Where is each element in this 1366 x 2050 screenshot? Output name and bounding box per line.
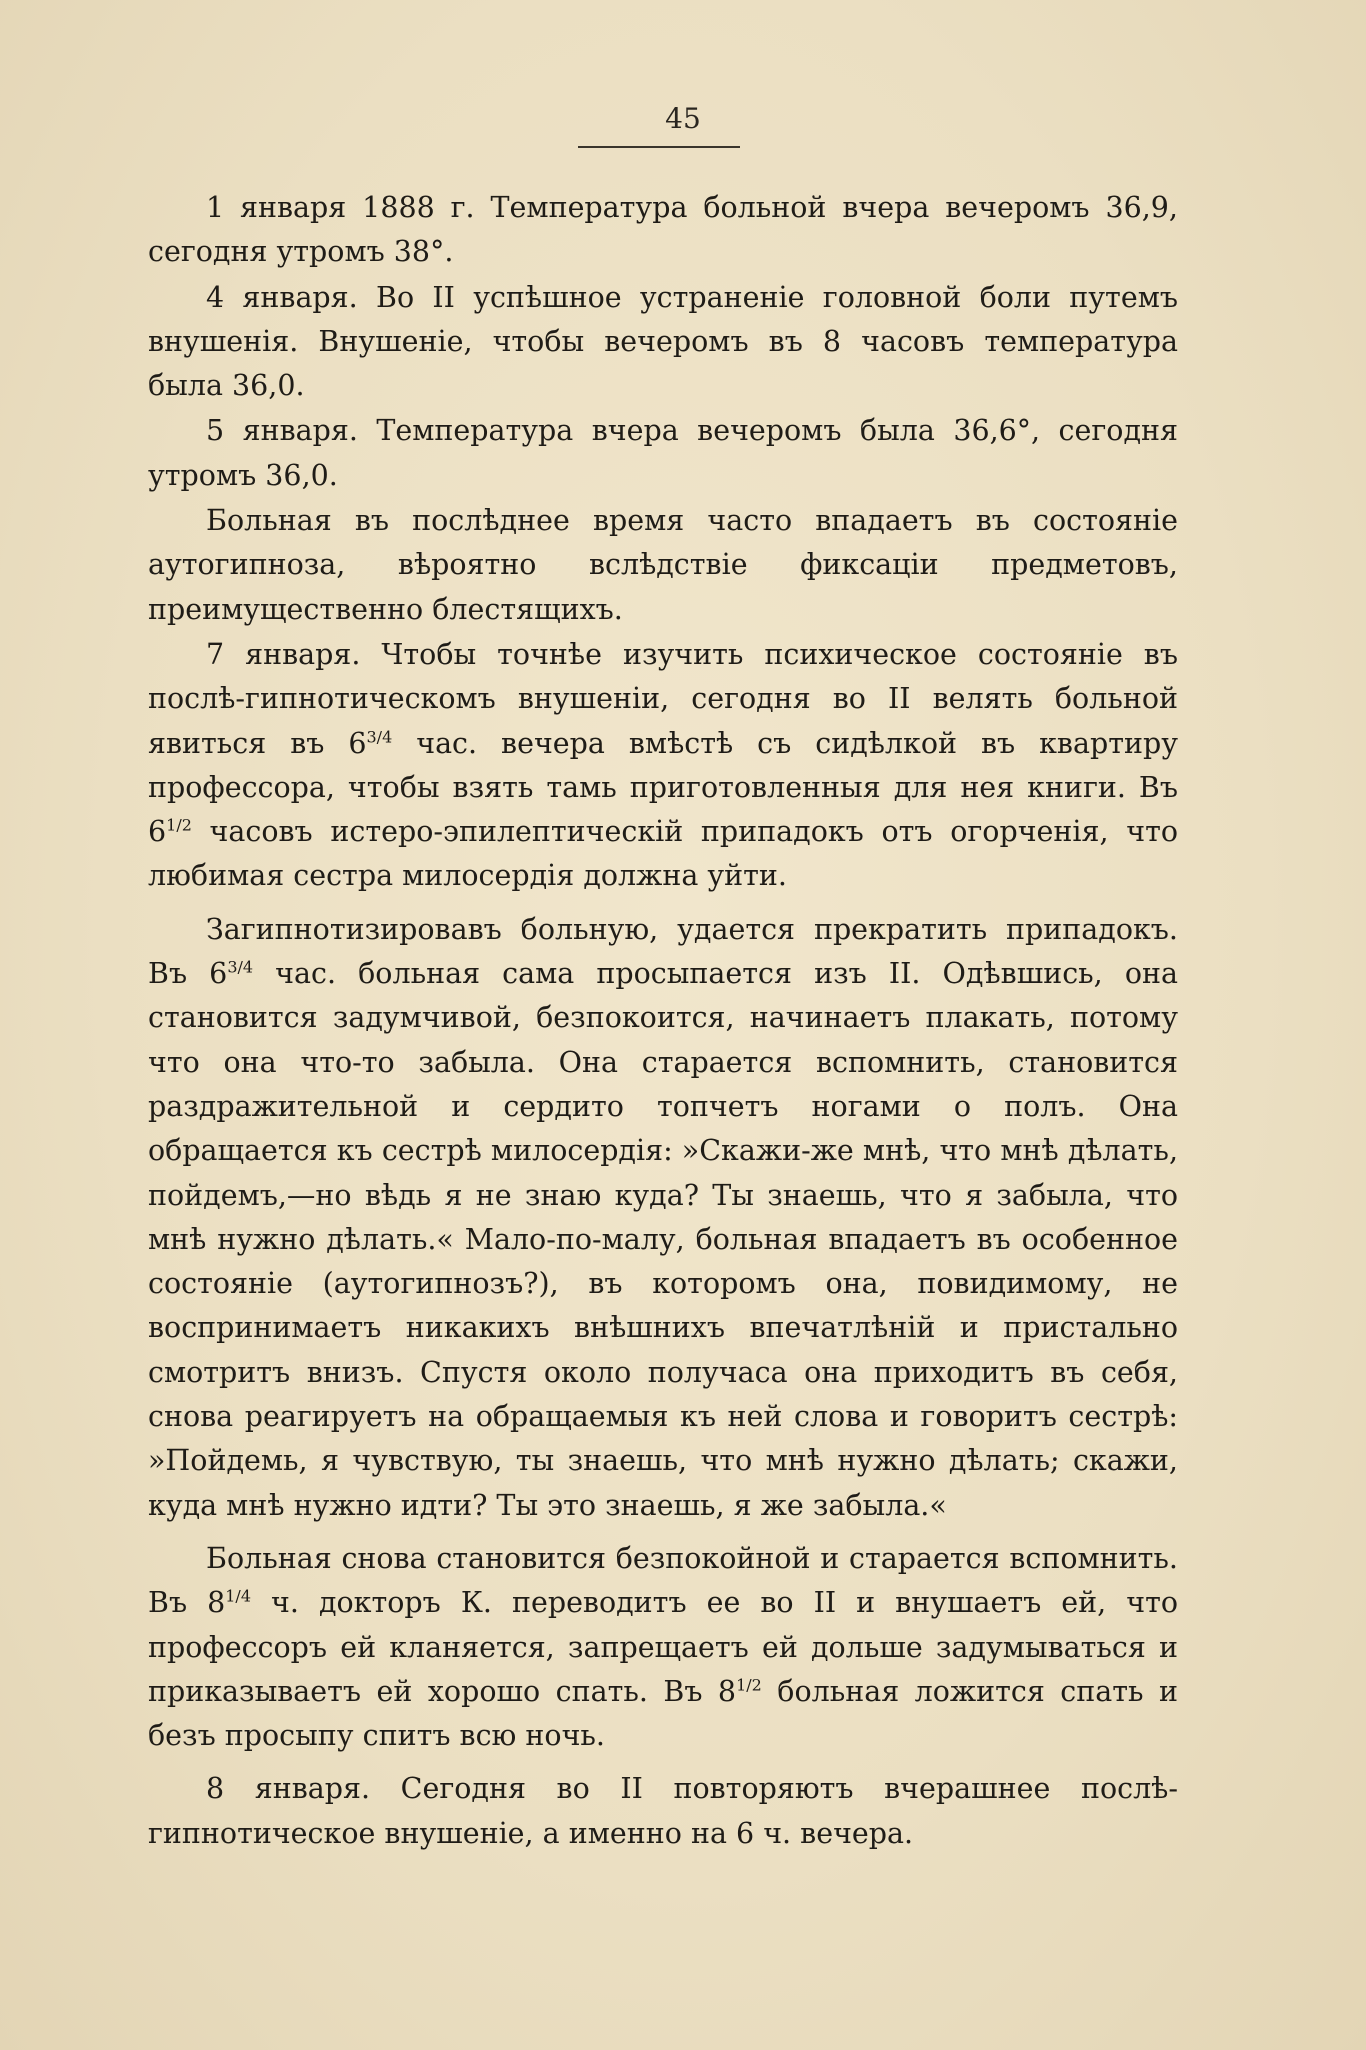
paragraph-jan-1	[148, 186, 1178, 275]
paragraph-autohypnosis	[148, 499, 1178, 632]
fraction: 1/2	[736, 1675, 762, 1695]
paragraph-text: 4 января. Во II успѣшное устраненіе головной боли путемъ внушенія. Внушеніе, чтобы вечеромъ въ 8 часовъ температура была 36,0.	[148, 280, 1178, 403]
paragraph-text: час. вечера вмѣстѣ съ сидѣлкой въ квартиру профессора, чтобы взять тамь приготовленныя для нея книги. Въ 6	[148, 726, 1178, 849]
paragraph-jan-8	[148, 1767, 1178, 1856]
paragraph-jan-7	[148, 633, 1178, 899]
fraction: 3/4	[366, 727, 393, 747]
fraction: 1/4	[225, 1586, 251, 1606]
paragraph-jan-5	[148, 409, 1178, 498]
fraction: 1/2	[166, 815, 192, 835]
paragraph-text: 8 января. Сегодня во II повторяютъ вчерашнее послѣ-гипнотическое внушеніе, а именно на 6 ч. вечера.	[148, 1772, 1178, 1850]
paragraph-jan-4	[148, 276, 1178, 409]
paragraph-text: 5 января. Температура вчера вечеромъ была 36,6°, сегодня утромъ 36,0.	[148, 414, 1178, 492]
header-rule	[578, 146, 740, 148]
paragraph-text: Больная снова становится безпокойной и старается вспомнить. Въ 8	[148, 1541, 1178, 1620]
paragraph-text: час. больная сама просыпается изъ II. Одѣвшись, она становится задумчивой, безпокоится, начинаетъ плакать, потому что она что-то забыла. Она старается вспомнить, становится раздражительной и сердито топчетъ ногами о полъ. Она обращается къ сестрѣ милосердія: »Скажи-же мнѣ, что мнѣ дѣлать, пойдемъ,—но вѣдь я не знаю куда? Ты знаешь, что я забыла, что мнѣ нужно дѣлать.« Мало-по-малу, больная впадаетъ въ особенное состояніе (аутогипнозъ?), въ которомъ она, повидимому, не воспринимаетъ никакихъ внѣшнихъ впечатлѣній и пристально смотритъ внизъ. Спустя около получаса она приходитъ въ себя, снова реагируетъ на обращаемыя къ ней слова и говоритъ сестрѣ: »Пойдемь, я чувствую, ты знаешь, что мнѣ нужно дѣлать; скажи, куда мнѣ нужно идти? Ты это знаешь, я же забыла.«	[148, 957, 1178, 1522]
fraction: 3/4	[227, 957, 254, 977]
paragraph-text: ч. докторъ К. переводитъ ее во II и внушаетъ ей, что профессоръ ей кланяется, запрещаетъ ей дольше задумываться и приказываетъ ей хорошо спать. Въ 8	[148, 1586, 1178, 1708]
page-number: 45	[665, 102, 701, 135]
paragraph-hypnosis-seizure	[148, 908, 1178, 1528]
paragraph-text: часовъ истеро-эпилептическій припадокъ отъ огорченія, что любимая сестра милосердія должна уйти.	[148, 815, 1178, 893]
paragraph-text: Загипнотизировавъ больную, удается прекратить припадокъ. Въ 6	[148, 912, 1178, 991]
paragraph-text: Больная въ послѣднее время часто впадаетъ въ состояніе аутогипноза, вѣроятно вслѣдствіе фиксаціи предметовъ, преимущественно блестящихъ.	[148, 504, 1178, 626]
page-text	[148, 186, 1178, 1857]
paragraph-text: 1 января 1888 г. Температура больной вчера вечеромъ 36,9, сегодня утромъ 38°.	[148, 191, 1178, 269]
paragraph-text: 7 января. Чтобы точнѣе изучить психическое состояніе въ послѣ-гипнотическомъ внушеніи, сегодня во II велять больной явиться въ 6	[148, 637, 1178, 760]
paragraph-text: больная ложится спать и безъ просыпу спитъ всю ночь.	[148, 1674, 1178, 1753]
paragraph-restless	[148, 1537, 1178, 1758]
